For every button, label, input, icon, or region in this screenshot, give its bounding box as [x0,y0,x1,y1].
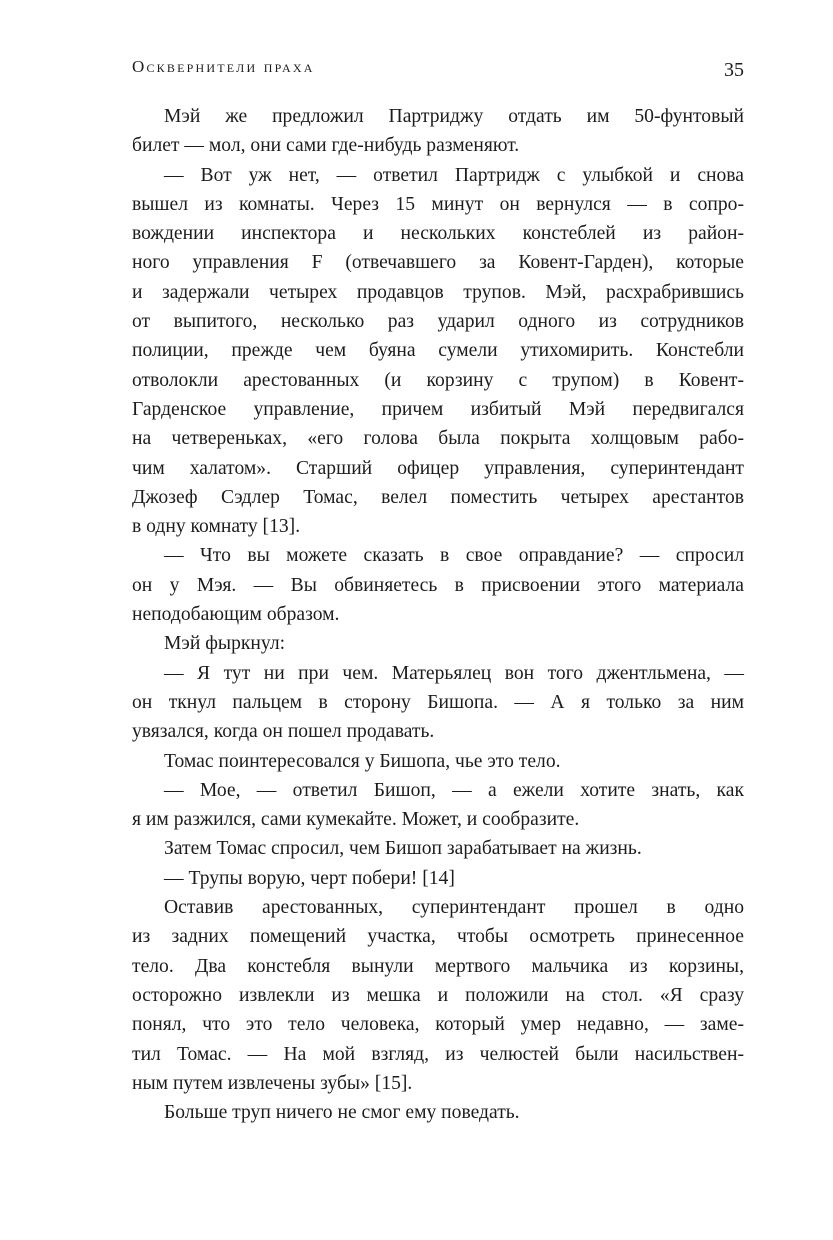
text-line: я им разжился, сами кумекайте. Может, и сообразите. [132,809,580,831]
running-head: Осквернители праха [132,57,315,76]
text-line: Оставив арестованных, суперинтендант прошел в одно [164,897,744,919]
text-line: в одну комнату [13]. [132,516,301,538]
text-line: на четвереньках, «его голова была покрыта холщовым рабо- [132,428,744,450]
text-line: неподобающим образом. [132,604,340,626]
text-line: он ткнул пальцем в сторону Бишопа. — А я только за ним [132,691,744,713]
text-line: — Трупы ворую, черт побери! [14] [164,867,455,889]
text-line: — Что вы можете сказать в свое оправдание? — спросил [164,545,744,567]
text-line: Больше труп ничего не смог ему поведать. [164,1102,520,1124]
text-line: вождении инспектора и нескольких констеблей из район- [132,223,744,245]
text-line: он у Мэя. — Вы обвиняетесь в присвоении этого материала [132,574,744,596]
text-line: билет — мол, они сами где-нибудь разменяют. [132,135,520,157]
text-line: тил Томас. — На мой взгляд, из челюстей были насильствен- [132,1043,744,1065]
page-number: 35 [724,59,744,81]
text-line: вышел из комнаты. Через 15 минут он вернулся — в сопро- [132,193,744,215]
text-line: Джозеф Сэдлер Томас, велел поместить четырех арестантов [132,486,744,508]
text-line: отволокли арестованных (и корзину с трупом) в Ковент- [132,369,744,391]
text-line: тело. Два констебля вынули мертвого мальчика из корзины, [132,955,744,977]
text-line: — Я тут ни при чем. Матерьялец вон того джентльмена, — [164,662,744,684]
text-line: — Мое, — ответил Бишоп, — а ежели хотите знать, как [164,779,744,801]
text-line: увязался, когда он пошел продавать. [132,721,435,743]
text-line: Гарденское управление, причем избитый Мэй передвигался [132,398,744,420]
text-line: осторожно извлекли из мешка и положили на стол. «Я сразу [132,984,744,1006]
text-line: из задних помещений участка, чтобы осмотреть принесенное [132,926,744,948]
text-line: — Вот уж нет, — ответил Партридж с улыбкой и снова [164,164,744,186]
text-line: чим халатом». Старший офицер управления, суперинтендант [132,457,744,479]
text-line: от выпитого, несколько раз ударил одного из сотрудников [132,311,744,333]
text-line: понял, что это тело человека, который умер недавно, — заме- [132,1014,744,1036]
text-line: полиции, прежде чем буяна сумели утихомирить. Констебли [132,340,744,362]
text-line: Мэй же предложил Партриджу отдать им 50-фунтовый [164,106,744,127]
text-line: Мэй фыркнул: [164,633,286,655]
text-line: ным путем извлечены зубы» [15]. [132,1072,413,1094]
text-line: Томас поинтересовался у Бишопа, чье это тело. [164,750,561,772]
body-text [132,102,744,1127]
text-line: Затем Томас спросил, чем Бишоп зарабатывает на жизнь. [164,838,642,860]
text-line: и задержали четырех продавцов трупов. Мэй, расхрабрившись [132,281,744,303]
text-line: ного управления F (отвечавшего за Ковент-Гарден), которые [132,252,744,274]
